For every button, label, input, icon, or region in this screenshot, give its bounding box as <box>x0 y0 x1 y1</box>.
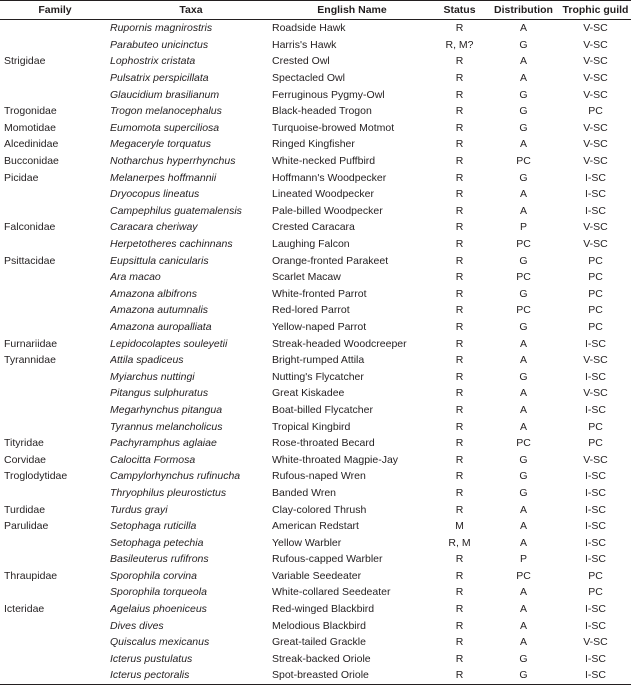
status-cell: R <box>455 470 464 483</box>
family-cell <box>0 651 110 668</box>
english-name-cell: Streak-headed Woodcreeper <box>272 337 407 350</box>
taxa-cell: Trogon melanocephalus <box>110 105 222 118</box>
trophic-guild-cell: PC <box>588 271 603 284</box>
distribution-cell: A <box>519 354 527 367</box>
distribution-cell: P <box>519 221 527 234</box>
taxa-cell: Parabuteo unicinctus <box>110 38 209 51</box>
trophic-guild-cell: V-SC <box>583 636 608 649</box>
status-cell: R <box>455 387 464 400</box>
distribution-cell: G <box>519 121 528 134</box>
status-cell: R <box>455 586 464 599</box>
trophic-guild-cell: PC <box>588 420 603 433</box>
header-taxa: Taxa <box>179 4 203 16</box>
family-cell: Picidae <box>4 171 39 184</box>
table-row <box>0 302 631 319</box>
distribution-cell: G <box>519 88 528 101</box>
trophic-guild-cell: I-SC <box>585 503 606 516</box>
distribution-cell: PC <box>516 238 531 251</box>
family-cell <box>0 236 110 253</box>
table-row <box>0 169 631 186</box>
distribution-cell: A <box>519 337 527 350</box>
english-name-cell: Tropical Kingbird <box>272 420 351 433</box>
family-cell <box>0 617 110 634</box>
english-name-cell: Orange-fronted Parakeet <box>272 254 389 267</box>
table-row <box>0 86 631 103</box>
taxa-cell: Lepidocolaptes souleyetii <box>110 337 228 350</box>
english-name-cell: Crested Owl <box>272 55 330 68</box>
table-row <box>0 617 631 634</box>
table-row <box>0 236 631 253</box>
table-row <box>0 335 631 352</box>
family-cell <box>0 37 110 54</box>
trophic-guild-cell: I-SC <box>585 669 606 682</box>
taxa-cell: Calocitta Formosa <box>110 453 196 466</box>
table-row <box>0 186 631 203</box>
table-row <box>0 551 631 568</box>
status-cell: R <box>455 437 464 450</box>
family-cell: Furnariidae <box>4 337 58 350</box>
taxa-cell: Turdus grayi <box>110 503 168 516</box>
header-english-name: English Name <box>317 4 387 16</box>
status-cell: R <box>455 55 464 68</box>
trophic-guild-cell: V-SC <box>583 55 608 68</box>
status-cell: M <box>455 520 464 533</box>
family-cell <box>0 70 110 87</box>
family-cell <box>0 203 110 220</box>
taxa-cell: Tyrannus melancholicus <box>110 420 223 433</box>
distribution-cell: PC <box>516 569 531 582</box>
distribution-cell: A <box>519 403 527 416</box>
table-row <box>0 53 631 70</box>
english-name-cell: Great-tailed Grackle <box>272 636 366 649</box>
english-name-cell: Hoffmann's Woodpecker <box>272 171 387 184</box>
distribution-cell: G <box>519 287 528 300</box>
trophic-guild-cell: I-SC <box>585 204 606 217</box>
english-name-cell: Scarlet Macaw <box>272 271 341 284</box>
family-cell <box>0 86 110 103</box>
trophic-guild-cell: V-SC <box>583 88 608 101</box>
table-row <box>0 252 631 269</box>
family-cell: Bucconidae <box>4 155 59 168</box>
header-family: Family <box>38 4 72 16</box>
taxa-cell: Caracara cheriway <box>110 221 198 234</box>
family-cell <box>0 584 110 601</box>
english-name-cell: Bright-rumped Attila <box>272 354 365 367</box>
english-name-cell: Ferruginous Pygmy-Owl <box>272 88 385 101</box>
table-row <box>0 385 631 402</box>
english-name-cell: Lineated Woodpecker <box>272 188 374 201</box>
taxa-cell: Notharchus hyperrhynchus <box>110 155 236 168</box>
trophic-guild-cell: I-SC <box>585 536 606 549</box>
distribution-cell: A <box>519 603 527 616</box>
status-cell: R <box>455 636 464 649</box>
english-name-cell: Melodious Blackbird <box>272 619 366 632</box>
family-cell <box>0 634 110 651</box>
distribution-cell: A <box>519 22 527 35</box>
status-cell: R <box>455 22 464 35</box>
trophic-guild-cell: V-SC <box>583 354 608 367</box>
status-cell: R <box>455 287 464 300</box>
status-cell: R <box>455 188 464 201</box>
family-cell: Troglodytidae <box>4 470 68 483</box>
english-name-cell: Spectacled Owl <box>272 72 345 85</box>
distribution-cell: A <box>519 619 527 632</box>
table-row <box>0 651 631 668</box>
english-name-cell: Harris's Hawk <box>272 38 337 51</box>
taxa-cell: Icterus pustulatus <box>110 652 193 665</box>
family-cell <box>0 418 110 435</box>
distribution-cell: A <box>519 55 527 68</box>
english-name-cell: White-fronted Parrot <box>272 287 367 300</box>
trophic-guild-cell: V-SC <box>583 387 608 400</box>
family-cell <box>0 20 110 37</box>
distribution-cell: A <box>519 138 527 151</box>
distribution-cell: A <box>519 503 527 516</box>
distribution-cell: G <box>519 370 528 383</box>
status-cell: R, M? <box>445 38 474 51</box>
table-row <box>0 601 631 618</box>
english-name-cell: Banded Wren <box>272 486 337 499</box>
distribution-cell: A <box>519 536 527 549</box>
family-cell <box>0 551 110 568</box>
header-row <box>0 1 631 20</box>
taxa-cell: Amazona auropalliata <box>110 320 212 333</box>
english-name-cell: Yellow Warbler <box>272 536 342 549</box>
table-row <box>0 219 631 236</box>
distribution-cell: A <box>519 586 527 599</box>
trophic-guild-cell: I-SC <box>585 619 606 632</box>
table-row <box>0 501 631 518</box>
taxa-cell: Melanerpes hoffmannii <box>110 171 217 184</box>
english-name-cell: Variable Seedeater <box>272 569 362 582</box>
status-cell: R <box>455 354 464 367</box>
table-row <box>0 153 631 170</box>
table-row <box>0 518 631 535</box>
trophic-guild-cell: I-SC <box>585 486 606 499</box>
trophic-guild-cell: PC <box>588 287 603 300</box>
trophic-guild-cell: V-SC <box>583 38 608 51</box>
family-cell <box>0 286 110 303</box>
taxa-cell: Myiarchus nuttingi <box>110 370 195 383</box>
distribution-cell: G <box>519 470 528 483</box>
taxa-cell: Pachyramphus aglaiae <box>110 437 217 450</box>
status-cell: R <box>455 138 464 151</box>
family-cell: Corvidae <box>4 453 47 466</box>
taxa-cell: Thryophilus pleurostictus <box>110 486 227 499</box>
status-cell: R <box>455 403 464 416</box>
family-cell: Icteridae <box>4 603 45 616</box>
status-cell: R <box>455 337 464 350</box>
status-cell: R, M <box>448 536 471 549</box>
status-cell: R <box>455 569 464 582</box>
family-cell <box>0 186 110 203</box>
taxa-cell: Megarhynchus pitangua <box>110 403 223 416</box>
status-cell: R <box>455 105 464 118</box>
table-row <box>0 402 631 419</box>
family-cell: Thraupidae <box>4 569 58 582</box>
taxa-cell: Lophostrix cristata <box>110 55 196 68</box>
table-row <box>0 418 631 435</box>
taxa-cell: Herpetotheres cachinnans <box>110 238 233 251</box>
trophic-guild-cell: V-SC <box>583 453 608 466</box>
english-name-cell: Great Kiskadee <box>272 387 345 400</box>
taxa-cell: Campylorhynchus rufinucha <box>110 470 241 483</box>
distribution-cell: A <box>519 387 527 400</box>
table-row <box>0 485 631 502</box>
taxa-cell: Dives dives <box>110 619 164 632</box>
distribution-cell: PC <box>516 437 531 450</box>
distribution-cell: G <box>519 254 528 267</box>
status-cell: R <box>455 204 464 217</box>
table-row <box>0 203 631 220</box>
taxa-cell: Pulsatrix perspicillata <box>110 72 209 85</box>
header-distribution: Distribution <box>494 4 553 16</box>
status-cell: R <box>455 238 464 251</box>
status-cell: R <box>455 453 464 466</box>
english-name-cell: Spot-breasted Oriole <box>272 669 369 682</box>
english-name-cell: Rufous-capped Warbler <box>272 553 383 566</box>
header-status: Status <box>443 4 476 16</box>
family-cell <box>0 269 110 286</box>
english-name-cell: Boat-billed Flycatcher <box>272 403 373 416</box>
taxa-cell: Basileuterus rufifrons <box>110 553 209 566</box>
table-row <box>0 20 631 37</box>
taxa-cell: Sporophila torqueola <box>110 586 207 599</box>
english-name-cell: Clay-colored Thrush <box>272 503 367 516</box>
distribution-cell: G <box>519 669 528 682</box>
family-cell: Tityridae <box>4 437 44 450</box>
header-trophic-guild: Trophic guild <box>562 4 629 16</box>
status-cell: R <box>455 271 464 284</box>
trophic-guild-cell: V-SC <box>583 72 608 85</box>
trophic-guild-cell: PC <box>588 569 603 582</box>
table-row <box>0 319 631 336</box>
trophic-guild-cell: PC <box>588 304 603 317</box>
status-cell: R <box>455 304 464 317</box>
family-cell: Psittacidae <box>4 254 56 267</box>
distribution-cell: G <box>519 486 528 499</box>
family-cell <box>0 385 110 402</box>
family-cell: Turdidae <box>4 503 46 516</box>
family-cell: Tyrannidae <box>4 354 56 367</box>
trophic-guild-cell: PC <box>588 254 603 267</box>
status-cell: R <box>455 669 464 682</box>
table-row <box>0 435 631 452</box>
table-body <box>0 20 631 685</box>
taxa-cell: Icterus pectoralis <box>110 669 190 682</box>
distribution-cell: P <box>519 553 527 566</box>
table-row <box>0 368 631 385</box>
english-name-cell: Nutting's Flycatcher <box>272 370 364 383</box>
trophic-guild-cell: V-SC <box>583 221 608 234</box>
family-cell <box>0 534 110 551</box>
table-row <box>0 103 631 120</box>
family-cell <box>0 368 110 385</box>
distribution-cell: A <box>519 420 527 433</box>
taxa-cell: Setophaga ruticilla <box>110 520 197 533</box>
taxa-cell: Ara macao <box>110 271 161 284</box>
trophic-guild-cell: PC <box>588 320 603 333</box>
english-name-cell: Rufous-naped Wren <box>272 470 366 483</box>
english-name-cell: Rose-throated Becard <box>272 437 375 450</box>
status-cell: R <box>455 155 464 168</box>
distribution-cell: A <box>519 204 527 217</box>
english-name-cell: American Redstart <box>272 520 359 533</box>
distribution-cell: G <box>519 171 528 184</box>
distribution-cell: A <box>519 188 527 201</box>
table-row <box>0 269 631 286</box>
trophic-guild-cell: PC <box>588 586 603 599</box>
family-cell: Trogonidae <box>4 105 57 118</box>
english-name-cell: Laughing Falcon <box>272 238 350 251</box>
taxa-cell: Megaceryle torquatus <box>110 138 211 151</box>
family-cell: Alcedinidae <box>4 138 59 151</box>
english-name-cell: Ringed Kingfisher <box>272 138 355 151</box>
status-cell: R <box>455 121 464 134</box>
table-row <box>0 568 631 585</box>
english-name-cell: White-throated Magpie-Jay <box>272 453 399 466</box>
distribution-cell: G <box>519 652 528 665</box>
taxa-cell: Amazona autumnalis <box>110 304 209 317</box>
taxa-cell: Rupornis magnirostris <box>110 22 213 35</box>
english-name-cell: Roadside Hawk <box>272 22 346 35</box>
english-name-cell: Pale-billed Woodpecker <box>272 204 383 217</box>
trophic-guild-cell: I-SC <box>585 171 606 184</box>
english-name-cell: Red-winged Blackbird <box>272 603 375 616</box>
trophic-guild-cell: I-SC <box>585 603 606 616</box>
status-cell: R <box>455 320 464 333</box>
distribution-cell: PC <box>516 155 531 168</box>
status-cell: R <box>455 619 464 632</box>
table-row <box>0 451 631 468</box>
taxa-cell: Campephilus guatemalensis <box>110 204 242 217</box>
english-name-cell: Streak-backed Oriole <box>272 652 371 665</box>
distribution-cell: G <box>519 38 528 51</box>
taxa-cell: Attila spadiceus <box>110 354 184 367</box>
trophic-guild-cell: I-SC <box>585 520 606 533</box>
english-name-cell: Crested Caracara <box>272 221 355 234</box>
english-name-cell: White-collared Seedeater <box>272 586 391 599</box>
trophic-guild-cell: I-SC <box>585 370 606 383</box>
trophic-guild-cell: V-SC <box>583 22 608 35</box>
trophic-guild-cell: I-SC <box>585 188 606 201</box>
english-name-cell: Turquoise-browed Motmot <box>272 121 395 134</box>
english-name-cell: Black-headed Trogon <box>272 105 372 118</box>
taxa-cell: Glaucidium brasilianum <box>110 88 220 101</box>
status-cell: R <box>455 72 464 85</box>
table-row <box>0 634 631 651</box>
trophic-guild-cell: V-SC <box>583 138 608 151</box>
english-name-cell: White-necked Puffbird <box>272 155 376 168</box>
trophic-guild-cell: V-SC <box>583 155 608 168</box>
family-cell <box>0 319 110 336</box>
trophic-guild-cell: V-SC <box>583 121 608 134</box>
taxa-cell: Eumomota superciliosa <box>110 121 220 134</box>
distribution-cell: PC <box>516 271 531 284</box>
taxa-cell: Eupsittula canicularis <box>110 254 209 267</box>
trophic-guild-cell: PC <box>588 437 603 450</box>
trophic-guild-cell: I-SC <box>585 553 606 566</box>
family-cell <box>0 302 110 319</box>
status-cell: R <box>455 221 464 234</box>
family-cell: Falconidae <box>4 221 56 234</box>
distribution-cell: A <box>519 636 527 649</box>
family-cell <box>0 402 110 419</box>
family-cell: Strigidae <box>4 55 46 68</box>
table-row <box>0 534 631 551</box>
distribution-cell: A <box>519 72 527 85</box>
taxa-cell: Sporophila corvina <box>110 569 197 582</box>
trophic-guild-cell: PC <box>588 105 603 118</box>
distribution-cell: A <box>519 520 527 533</box>
table-row <box>0 70 631 87</box>
table-row <box>0 584 631 601</box>
table-row <box>0 468 631 485</box>
family-cell <box>0 667 110 684</box>
taxa-cell: Quiscalus mexicanus <box>110 636 210 649</box>
taxa-cell: Agelaius phoeniceus <box>110 603 207 616</box>
status-cell: R <box>455 254 464 267</box>
trophic-guild-cell: I-SC <box>585 337 606 350</box>
trophic-guild-cell: I-SC <box>585 470 606 483</box>
family-cell <box>0 485 110 502</box>
status-cell: R <box>455 88 464 101</box>
distribution-cell: G <box>519 320 528 333</box>
distribution-cell: G <box>519 105 528 118</box>
english-name-cell: Yellow-naped Parrot <box>272 320 367 333</box>
status-cell: R <box>455 171 464 184</box>
status-cell: R <box>455 486 464 499</box>
taxa-cell: Setophaga petechia <box>110 536 204 549</box>
trophic-guild-cell: I-SC <box>585 652 606 665</box>
table-row <box>0 37 631 54</box>
status-cell: R <box>455 652 464 665</box>
taxa-cell: Dryocopus lineatus <box>110 188 200 201</box>
distribution-cell: PC <box>516 304 531 317</box>
table-row <box>0 136 631 153</box>
taxa-cell: Amazona albifrons <box>110 287 197 300</box>
taxa-cell: Pitangus sulphuratus <box>110 387 209 400</box>
status-cell: R <box>455 370 464 383</box>
status-cell: R <box>455 553 464 566</box>
status-cell: R <box>455 420 464 433</box>
table-row <box>0 352 631 369</box>
distribution-cell: G <box>519 453 528 466</box>
family-cell: Parulidae <box>4 520 49 533</box>
trophic-guild-cell: V-SC <box>583 238 608 251</box>
table-row <box>0 120 631 137</box>
english-name-cell: Red-lored Parrot <box>272 304 350 317</box>
trophic-guild-cell: I-SC <box>585 403 606 416</box>
status-cell: R <box>455 503 464 516</box>
status-cell: R <box>455 603 464 616</box>
table-row <box>0 667 631 684</box>
family-cell: Momotidae <box>4 121 56 134</box>
table-row <box>0 286 631 303</box>
